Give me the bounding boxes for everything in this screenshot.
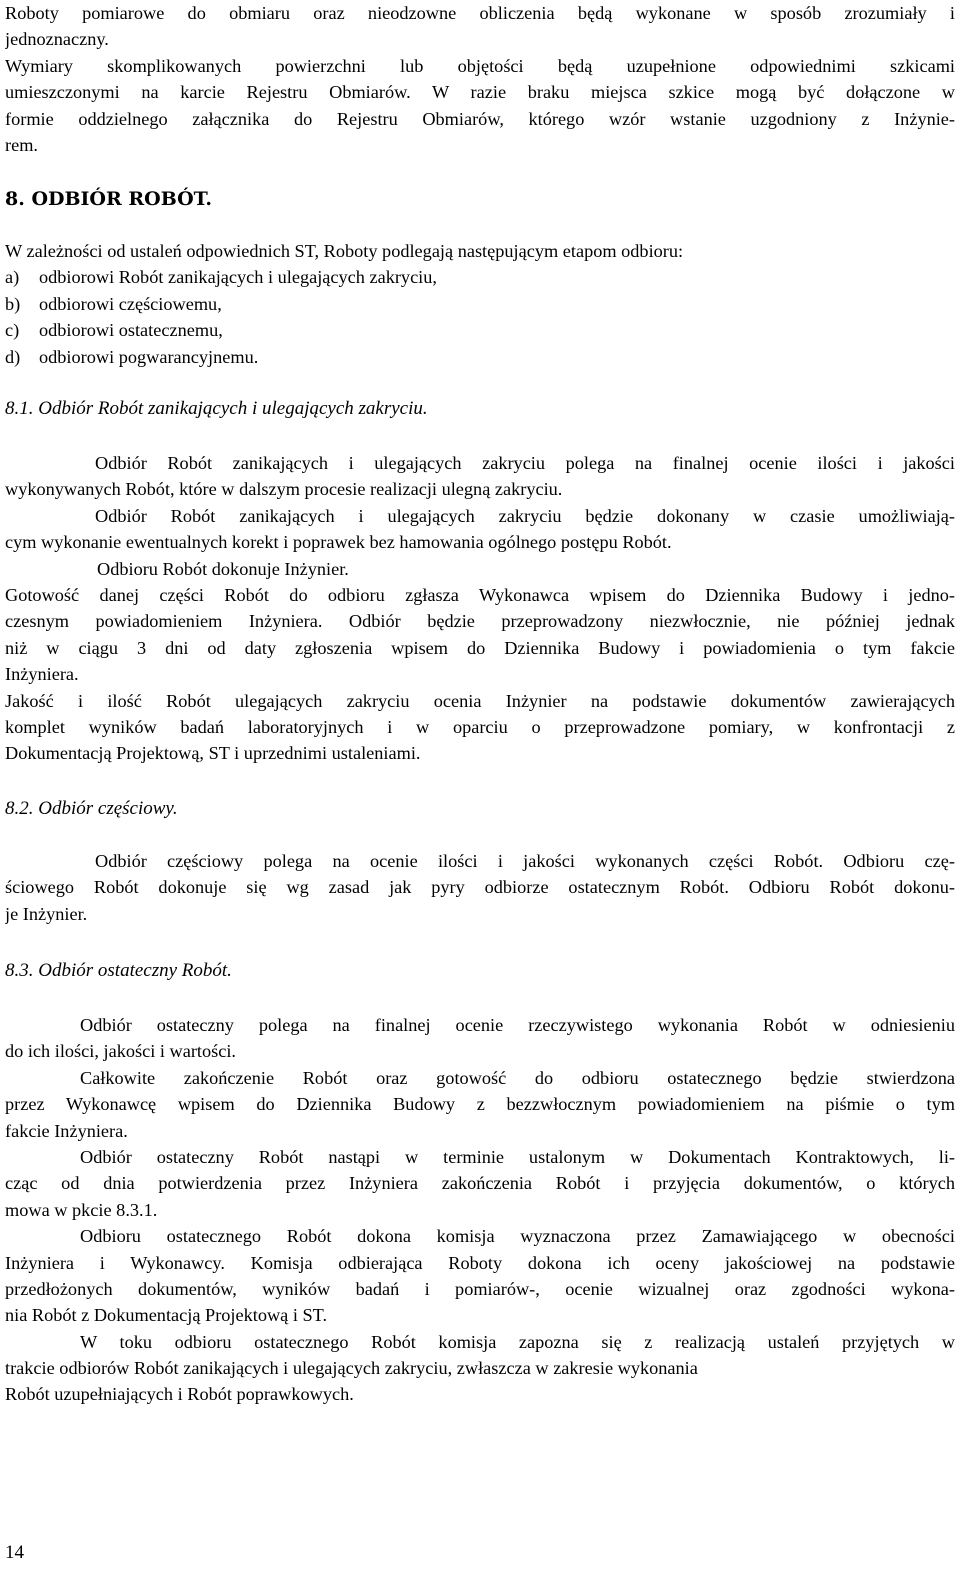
list-text: odbiorowi częściowemu,	[39, 293, 222, 314]
subsection-heading: 8.2. Odbiór częściowy.	[5, 798, 178, 819]
page-number: 14	[5, 1542, 24, 1563]
text-line: Odbiór ostateczny polega na finalnej ocenie rzeczywistego wykonania Robót w odniesieniu	[80, 1015, 955, 1035]
list-label: b)	[5, 293, 21, 314]
text-line: Odbiór Robót zanikających i ulegających zakryciu będzie dokonany w czasie umożliwiają-	[95, 505, 955, 526]
section-8-3-body	[5, 1012, 955, 1408]
list-label: d)	[5, 346, 21, 367]
list-text: odbiorowi Robót zanikających i ulegających zakryciu,	[39, 267, 437, 288]
section-8-1-body	[5, 450, 955, 767]
text-line: Inżyniera.	[5, 664, 79, 685]
text-line: Wymiary skomplikowanych powierzchni lub objętości będą uzupełnione odpowiednimi szkicami	[5, 55, 955, 76]
text-line: Odbioru ostatecznego Robót dokona komisja wyznaczona przez Zamawiającego w obecności	[80, 1226, 955, 1247]
section-8-2-body	[5, 848, 955, 927]
text-line: ściowego Robót dokonuje się wg zasad jak pyry odbiorze ostatecznym Robót. Odbioru Robót dokonu-	[5, 877, 955, 898]
text-line: Odbiór częściowy polega na ocenie ilości i jakości wykonanych części Robót. Odbioru czę-	[95, 851, 955, 871]
text-line: W toku odbioru ostatecznego Robót komisja zapozna się z realizacją ustaleń przyjętych w	[80, 1331, 955, 1352]
text-line: nia Robót z Dokumentacją Projektową i ST.	[5, 1305, 328, 1326]
text-line: je Inżynier.	[5, 903, 88, 924]
list-item	[5, 317, 955, 343]
text-line: niż w ciągu 3 dni od daty zgłoszenia wpisem do Dziennika Budowy i powiadomienia o tym fakcie	[5, 637, 955, 658]
text-line: Dokumentacją Projektową, ST i uprzednimi ustaleniami.	[5, 743, 421, 764]
text-line: trakcie odbiorów Robót zanikających i ulegających zakryciu, zwłaszcza w zakresie wykonania	[5, 1358, 698, 1379]
text-line: Inżyniera i Wykonawcy. Komisja odbierająca Roboty dokona ich oceny jakościowej na podstawie	[5, 1252, 955, 1273]
text-line: komplet wyników badań laboratoryjnych i w oparciu o przeprowadzone pomiary, w konfrontacji z	[5, 716, 955, 737]
text-line: do ich ilości, jakości i wartości.	[5, 1041, 237, 1062]
section-heading: 8. ODBIÓR ROBÓT.	[5, 188, 212, 210]
text-line: Roboty pomiarowe do obmiaru oraz nieodzowne obliczenia będą wykonane w sposób zrozumiały i	[5, 3, 955, 23]
text-line: Całkowite zakończenie Robót oraz gotowość do odbioru ostatecznego będzie stwierdzona	[80, 1067, 955, 1088]
text-line: umieszczonymi na karcie Rejestru Obmiarów. W razie braku miejsca szkice mogą być dołączone w	[5, 82, 955, 103]
text-line: Gotowość danej części Robót do odbioru zgłasza Wykonawca wpisem do Dziennika Budowy i jedno-	[5, 584, 955, 605]
text-line: rem.	[5, 134, 38, 155]
list-text: odbiorowi pogwarancyjnemu.	[39, 346, 259, 367]
section-8-body	[5, 238, 955, 370]
text-line: czesnym powiadomieniem Inżyniera. Odbiór będzie przeprowadzony niezwłocznie, nie później jednak	[5, 611, 955, 632]
text-line: jednoznaczny.	[5, 29, 109, 50]
text-line: Odbiór ostateczny Robót nastąpi w terminie ustalonym w Dokumentach Kontraktowych, li-	[80, 1146, 955, 1167]
text-line: fakcie Inżyniera.	[5, 1120, 128, 1141]
text-line: mowa w pkcie 8.3.1.	[5, 1199, 158, 1220]
text-line: cym wykonanie ewentualnych korekt i poprawek bez hamowania ogólnego postępu Robót.	[5, 532, 672, 553]
text-line: W zależności od ustaleń odpowiednich ST, Roboty podlegają następującym etapom odbioru:	[5, 241, 684, 261]
subsection-heading: 8.1. Odbiór Robót zanikających i ulegających zakryciu.	[5, 398, 428, 419]
intro-paragraph	[5, 0, 955, 158]
text-line: Odbiór Robót zanikających i ulegających zakryciu polega na finalnej ocenie ilości i jakości	[95, 453, 955, 473]
list-item	[5, 291, 955, 317]
text-line: przedłożonych dokumentów, wyników badań i pomiarów-, ocenie wizualnej oraz zgodności wykona-	[5, 1278, 955, 1299]
list-label: c)	[5, 320, 20, 341]
list-text: odbiorowi ostatecznemu,	[39, 320, 223, 341]
text-line: Robót uzupełniających i Robót poprawkowych.	[5, 1384, 354, 1405]
list-label: a)	[5, 267, 20, 288]
text-line: Odbioru Robót dokonuje Inżynier.	[97, 558, 349, 579]
text-line: przez Wykonawcę wpisem do Dziennika Budowy z bezzwłocznym powiadomieniem na piśmie o tym	[5, 1094, 955, 1115]
list-item	[5, 264, 955, 290]
text-line: wykonywanych Robót, które w dalszym procesie realizacji ulegną zakryciu.	[5, 479, 563, 500]
text-line: formie oddzielnego załącznika do Rejestru Obmiarów, którego wzór wstanie uzgodniony z Inżynie-	[5, 108, 955, 129]
text-line: Jakość i ilość Robót ulegających zakryciu ocenia Inżynier na podstawie dokumentów zawierających	[5, 690, 955, 711]
list-item	[5, 344, 955, 370]
subsection-heading: 8.3. Odbiór ostateczny Robót.	[5, 960, 232, 981]
text-line: cząc od dnia potwierdzenia przez Inżyniera zakończenia Robót i przyjęcia dokumentów, o których	[5, 1173, 955, 1194]
